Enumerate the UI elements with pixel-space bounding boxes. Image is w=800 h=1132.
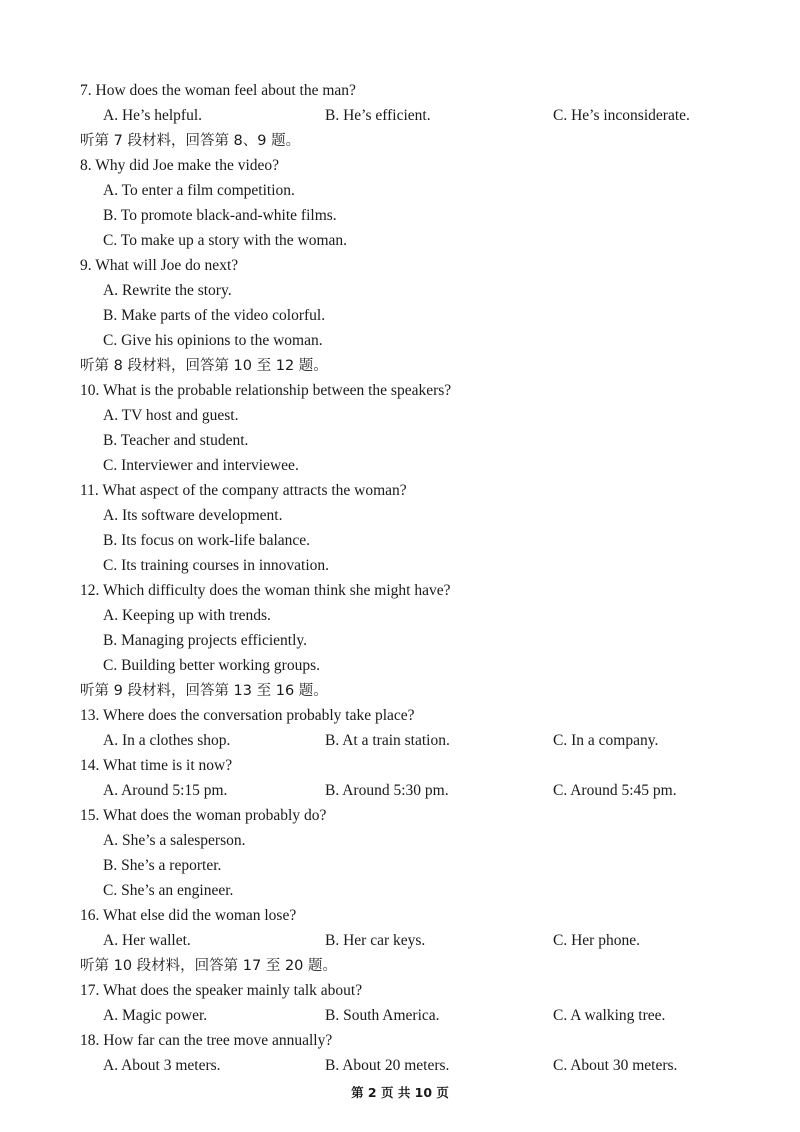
- option-14c: C. Around 5:45 pm.: [553, 782, 677, 799]
- option-16b: B. Her car keys.: [325, 932, 426, 949]
- question-12: 12. Which difficulty does the woman think she might have?: [80, 582, 451, 599]
- option-8a: A. To enter a film competition.: [103, 182, 295, 199]
- option-11a: A. Its software development.: [103, 507, 283, 524]
- question-13: 13. Where does the conversation probably take place?: [80, 707, 415, 724]
- question-11: 11. What aspect of the company attracts the woman?: [80, 482, 407, 499]
- option-17b: B. South America.: [325, 1007, 440, 1024]
- option-16c: C. Her phone.: [553, 932, 640, 949]
- option-17a: A. Magic power.: [103, 1007, 208, 1024]
- section-heading-8: 听第 8 段材料，回答第 10 至 12 题。: [80, 358, 328, 374]
- option-9c: C. Give his opinions to the woman.: [103, 332, 323, 349]
- question-10: 10. What is the probable relationship between the speakers?: [80, 382, 452, 399]
- section-heading-7: 听第 7 段材料，回答第 8、9 题。: [80, 133, 301, 149]
- option-15c: C. She’s an engineer.: [103, 882, 234, 899]
- option-18b: B. About 20 meters.: [325, 1057, 450, 1074]
- option-9a: A. Rewrite the story.: [103, 282, 232, 299]
- question-16: 16. What else did the woman lose?: [80, 907, 297, 924]
- option-10a: A. TV host and guest.: [103, 407, 239, 424]
- question-15: 15. What does the woman probably do?: [80, 807, 327, 824]
- option-13a: A. In a clothes shop.: [103, 732, 231, 749]
- option-12a: A. Keeping up with trends.: [103, 607, 271, 624]
- section-heading-10: 听第 10 段材料，回答第 17 至 20 题。: [80, 958, 338, 974]
- option-7b: B. He’s efficient.: [325, 107, 431, 124]
- option-11b: B. Its focus on work-life balance.: [103, 532, 311, 549]
- option-16a: A. Her wallet.: [103, 932, 191, 949]
- option-8c: C. To make up a story with the woman.: [103, 232, 348, 249]
- question-18: 18. How far can the tree move annually?: [80, 1032, 333, 1049]
- option-11c: C. Its training courses in innovation.: [103, 557, 330, 574]
- question-7: 7. How does the woman feel about the man?: [80, 82, 356, 99]
- option-7a: A. He’s helpful.: [103, 107, 203, 124]
- option-15a: A. She’s a salesperson.: [103, 832, 246, 849]
- option-10b: B. Teacher and student.: [103, 432, 249, 449]
- question-17: 17. What does the speaker mainly talk about?: [80, 982, 363, 999]
- question-14: 14. What time is it now?: [80, 757, 233, 774]
- option-7c: C. He’s inconsiderate.: [553, 107, 690, 124]
- option-12c: C. Building better working groups.: [103, 657, 320, 674]
- option-17c: C. A walking tree.: [553, 1007, 666, 1024]
- option-18a: A. About 3 meters.: [103, 1057, 221, 1074]
- option-12b: B. Managing projects efficiently.: [103, 632, 308, 649]
- option-9b: B. Make parts of the video colorful.: [103, 307, 326, 324]
- question-8: 8. Why did Joe make the video?: [80, 157, 280, 174]
- page-number-footer: 第 2 页 共 10 页: [351, 1085, 449, 1100]
- option-18c: C. About 30 meters.: [553, 1057, 678, 1074]
- section-heading-9: 听第 9 段材料，回答第 13 至 16 题。: [80, 683, 328, 699]
- option-14b: B. Around 5:30 pm.: [325, 782, 449, 799]
- option-14a: A. Around 5:15 pm.: [103, 782, 228, 799]
- option-13b: B. At a train station.: [325, 732, 450, 749]
- option-15b: B. She’s a reporter.: [103, 857, 222, 874]
- option-13c: C. In a company.: [553, 732, 659, 749]
- option-10c: C. Interviewer and interviewee.: [103, 457, 299, 474]
- question-9: 9. What will Joe do next?: [80, 257, 239, 274]
- option-8b: B. To promote black-and-white films.: [103, 207, 337, 224]
